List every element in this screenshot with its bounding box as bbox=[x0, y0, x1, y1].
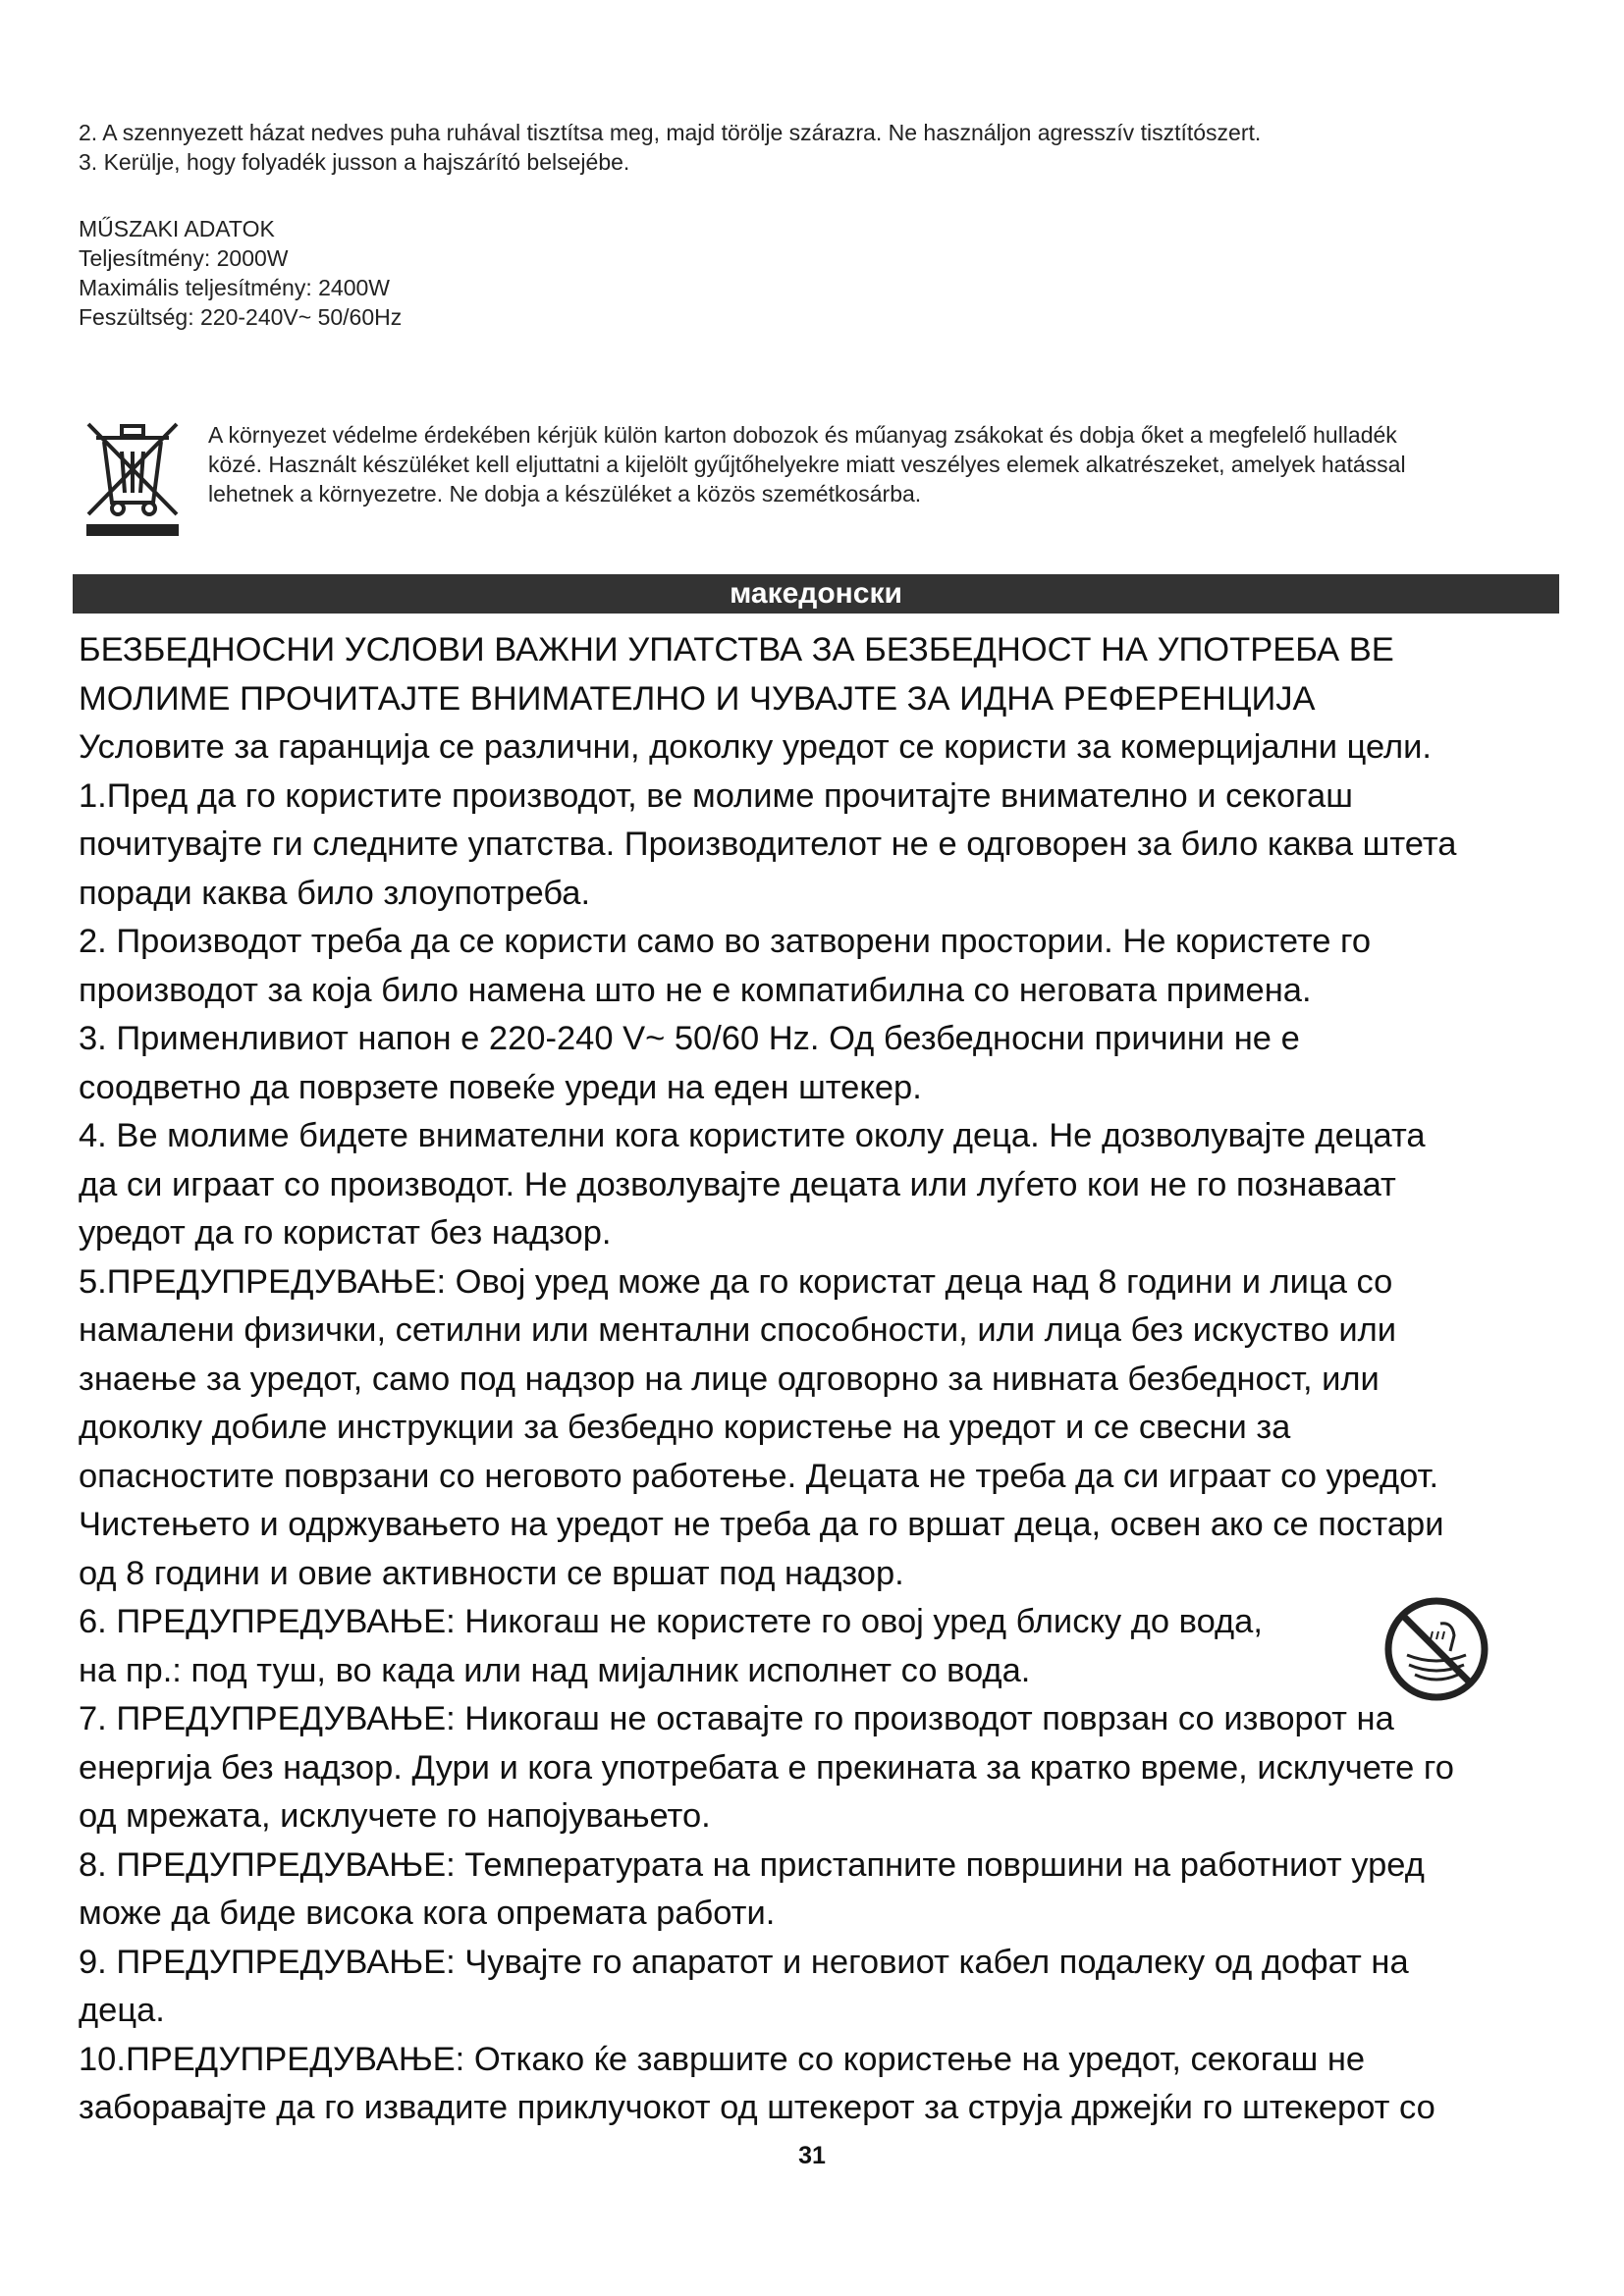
instruction-line: од 8 години и овие активности се вршат под надзор. bbox=[79, 1554, 904, 1592]
weee-line: közé. Használt készüléket kell eljuttatni a kijelölt gyűjtőhelyekre miatt veszélyes elemek alkatrészeket, amelyek hatással bbox=[208, 452, 1406, 477]
hungarian-care-section bbox=[79, 118, 1551, 177]
instruction-line: Чистењето и одржувањето на уредот не треба да го вршат деца, освен ако се постари bbox=[79, 1506, 1444, 1543]
weee-line: A környezet védelme érdekében kérjük külön karton dobozok és műanyag zsákokat és dobja őket a megfelelő hulladék bbox=[208, 422, 1397, 448]
technical-data-line: Teljesítmény: 2000W bbox=[79, 245, 289, 271]
instruction-line: 8. ПРЕДУПРЕДУВАЊЕ: Температурата на пристапните површини на работниот уред bbox=[79, 1845, 1425, 1884]
instruction-line: 4. Ве молиме бидете внимателни кога користите околу деца. Не дозволувајте децата bbox=[79, 1117, 1426, 1154]
technical-data-line: Feszültség: 220-240V~ 50/60Hz bbox=[79, 304, 403, 330]
instruction-line: почитувајте ги следните упатства. Производителот не е одговорен за било каква штета bbox=[79, 826, 1457, 863]
instruction-line: уредот да го користат без надзор. bbox=[79, 1214, 612, 1252]
instruction-line: опасностите поврзани со неговото работење. Децата не треба да си играат со уредот. bbox=[79, 1457, 1439, 1495]
instruction-line: 7. ПРЕДУПРЕДУВАЊЕ: Никогаш не оставајте го производот поврзан со изворот на bbox=[79, 1700, 1394, 1737]
instruction-line: доколку добиле инструкции за безбедно користење на уредот и се свесни за bbox=[79, 1409, 1291, 1446]
instruction-line: 2. Производот треба да се користи само во затворени простории. Не користете го bbox=[79, 923, 1372, 960]
crossed-out-wheelie-bin-icon bbox=[79, 412, 187, 540]
care-line: 2. A szennyezett házat nedves puha ruhával tisztítsa meg, majd törölje szárazra. Ne használjon agresszív tisztítószert. bbox=[79, 120, 1262, 145]
instruction-line: заборавајте да го извадите приклучокот од штекерот за струја држејќи го штекерот со bbox=[79, 2089, 1435, 2126]
safety-heading-line: БЕЗБЕДНОСНИ УСЛОВИ ВАЖНИ УПАТСТВА ЗА БЕЗБЕДНОСТ НА УПОТРЕБА ВЕ bbox=[79, 631, 1394, 668]
language-section-band: македонски bbox=[73, 574, 1559, 614]
instruction-line: намалени физички, сетилни или ментални способности, или лица без искуство или bbox=[79, 1311, 1397, 1349]
safety-heading-line: МОЛИМЕ ПРОЧИТАЈТЕ ВНИМАТЕЛНО И ЧУВАЈТЕ ЗА ИДНА РЕФЕРЕНЦИЈА bbox=[79, 679, 1316, 718]
instruction-line: на пр.: под туш, во када или над мијалник исполнет со вода. bbox=[79, 1651, 1031, 1689]
instruction-line: Условите за гаранција се различни, доколку уредот се користи за комерцијални цели. bbox=[79, 728, 1432, 766]
instruction-line: поради каква било злоупотреба. bbox=[79, 874, 591, 912]
instruction-line: соодветно да поврзете повеќе уреди на еден штекер. bbox=[79, 1068, 922, 1106]
weee-notice bbox=[79, 412, 1551, 550]
instruction-line: може да биде висока кога опремата работи. bbox=[79, 1895, 776, 1932]
technical-data-heading: MŰSZAKI ADATOK bbox=[79, 216, 275, 241]
weee-text bbox=[208, 420, 1553, 508]
instruction-line: деца. bbox=[79, 1992, 165, 2029]
page-number: 31 bbox=[798, 2142, 826, 2169]
instruction-line: 1.Пред да го користите производот, ве молиме прочитајте внимателно и секогаш bbox=[79, 776, 1353, 815]
technical-data-line: Maximális teljesítmény: 2400W bbox=[79, 275, 390, 300]
instruction-line: 3. Применливиот напон е 220-240 V~ 50/60 Hz. Од безбедносни причини не е bbox=[79, 1020, 1300, 1057]
no-bathtub-water-icon bbox=[1381, 1594, 1491, 1704]
instruction-line: 9. ПРЕДУПРЕДУВАЊЕ: Чувајте го апаратот и неговиот кабел подалеку од дофат на bbox=[79, 1943, 1409, 1981]
instruction-line: 5.ПРЕДУПРЕДУВАЊЕ: Овој уред може да го користат деца над 8 години и лица со bbox=[79, 1262, 1393, 1301]
care-line: 3. Kerülje, hogy folyadék jusson a hajszárító belsejébe. bbox=[79, 149, 630, 175]
instruction-line: од мрежата, исклучете го напојувањето. bbox=[79, 1797, 711, 1835]
macedonian-safety-instructions bbox=[79, 626, 1561, 2133]
technical-data-section bbox=[79, 214, 1551, 332]
weee-line: lehetnek a környezetre. Ne dobja a készüléket a közös szemétkosárba. bbox=[208, 481, 922, 507]
instruction-line: 10.ПРЕДУПРЕДУВАЊЕ: Откако ќе завршите со користење на уредот, секогаш не bbox=[79, 2040, 1366, 2078]
instruction-line: знаење за уредот, само под надзор на лице одговорно за нивната безбедност, или bbox=[79, 1360, 1380, 1398]
instruction-line: производот за која било намена што не е компатибилна со неговата примена. bbox=[79, 971, 1312, 1009]
instruction-line: енергија без надзор. Дури и кога употребата е прекината за кратко време, исклучете го bbox=[79, 1748, 1454, 1787]
instruction-line: да си играат со производот. Не дозволувајте децата или луѓето кои не го познаваат bbox=[79, 1165, 1396, 1203]
instruction-line: 6. ПРЕДУПРЕДУВАЊЕ: Никогаш не користете го овој уред блиску до вода, bbox=[79, 1603, 1263, 1640]
